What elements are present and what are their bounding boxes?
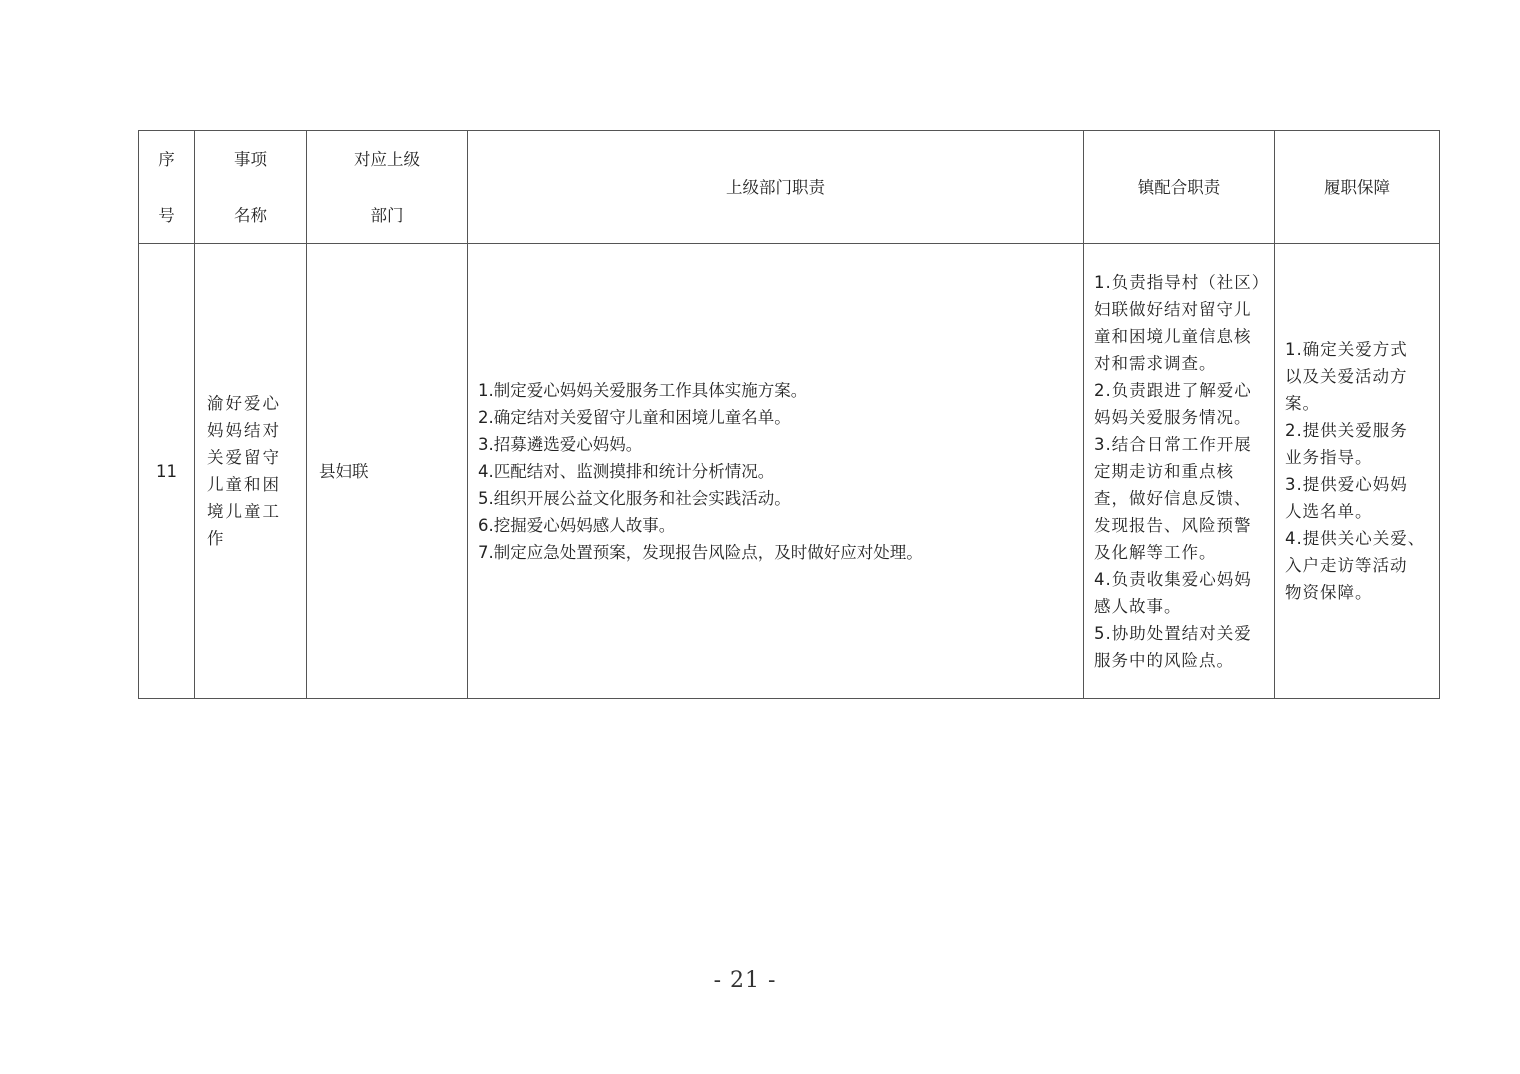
header-row [139,131,1440,244]
page-number: - 21 - [713,968,777,993]
table-row [139,244,1440,699]
header-guarantee: 履职保障 [1275,131,1440,244]
duty-item: 1.制定爱心妈妈关爱服务工作具体实施方案。 [478,380,808,400]
header-superior-duty: 上级部门职责 [468,131,1084,244]
row-superior-dept: 县妇联 [307,244,468,699]
header-town-duty: 镇配合职责 [1084,131,1275,244]
duty-item: 4.匹配结对、监测摸排和统计分析情况。 [478,461,775,481]
duty-item: 3.招募遴选爱心妈妈。 [478,434,643,454]
duty-item: 6.挖掘爱心妈妈感人故事。 [478,515,676,535]
row-town-duty: 1.负责指导村（社区） 妇联做好结对留守儿 童和困境儿童信息核 对和需求调查。 2.负责跟进了解爱心 妈妈关爱服务情况。 3.结合日常工作开展 定期走访和重点核 查，做好信息反馈、 发现报告、风险预警 及化解等工作。 4.负责收集爱心妈妈 感人故事。 5.协助处置结对关爱 服务中的风险点。 [1084,244,1275,699]
row-item-name: 渝好爱心 妈妈结对 关爱留守 儿童和困 境儿童工 作 [195,244,307,699]
duty-item: 5.组织开展公益文化服务和社会实践活动。 [478,488,791,508]
duty-table [138,130,1440,699]
duty-item: 7.制定应急处置预案，发现报告风险点，及时做好应对处理。 [478,542,923,562]
row-seq: 11 [139,244,195,699]
header-item-name: 事项 名称 [195,131,307,244]
row-superior-duty [468,244,1084,699]
header-superior-dept: 对应上级 部门 [307,131,468,244]
row-guarantee: 1.确定关爱方式 以及关爱活动方 案。 2.提供关爱服务 业务指导。 3.提供爱心妈妈 人选名单。 4.提供关心关爱、 入户走访等活动 物资保障。 [1275,244,1440,699]
header-seq: 序 号 [139,131,195,244]
duty-item: 2.确定结对关爱留守儿童和困境儿童名单。 [478,407,791,427]
